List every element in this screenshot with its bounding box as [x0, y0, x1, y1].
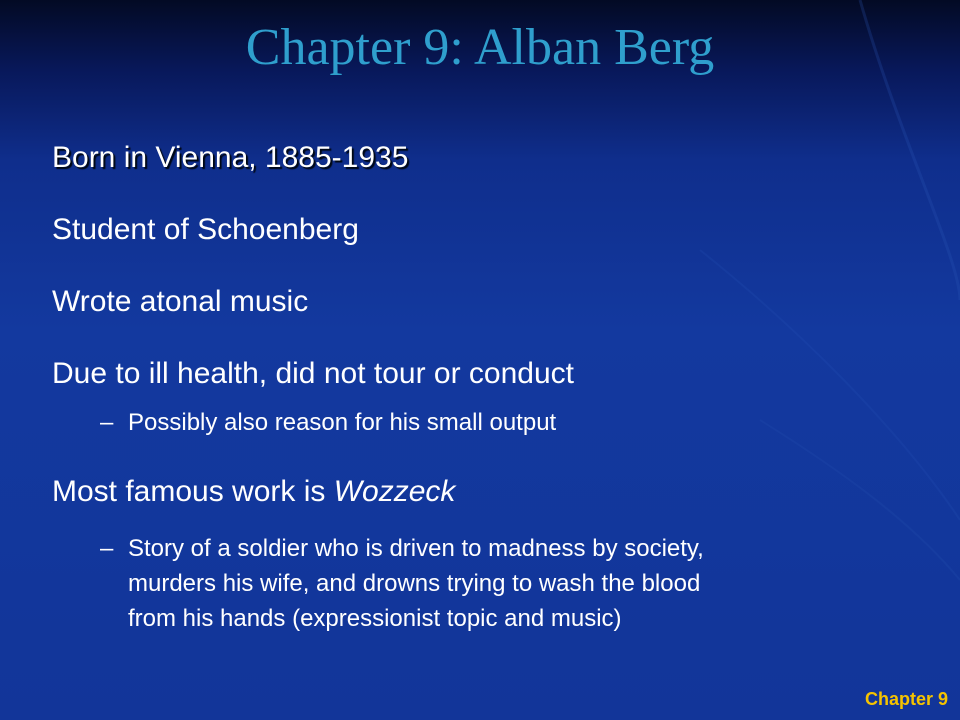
story-line-1: Story of a soldier who is driven to madness by society,	[128, 535, 704, 562]
bullet-student: Student of Schoenberg	[52, 213, 359, 246]
sub-bullet-story-lines	[128, 531, 704, 636]
dash-marker: –	[100, 409, 114, 436]
bullet-ill-health: Due to ill health, did not tour or conduct	[52, 357, 574, 390]
bullet-famous-work	[52, 474, 455, 510]
opera-title-wozzeck: Wozzeck	[333, 475, 456, 508]
dash-marker: –	[100, 535, 114, 562]
bullet-birth: Born in Vienna, 1885-1935	[52, 141, 409, 174]
sub-bullet-small-output	[100, 405, 556, 440]
bullet-famous-work-prefix: Most famous work is	[52, 475, 334, 508]
sub-bullet-wozzeck-story	[100, 531, 704, 636]
story-line-3: from his hands (expressionist topic and music)	[128, 605, 622, 632]
bullet-atonal: Wrote atonal music	[52, 285, 309, 318]
slide-title: Chapter 9: Alban Berg	[245, 19, 715, 76]
sub-bullet-text: Possibly also reason for his small output	[128, 409, 557, 436]
story-line-2: murders his wife, and drowns trying to wash the blood	[128, 570, 701, 597]
footer-chapter-label: Chapter 9	[864, 689, 948, 709]
